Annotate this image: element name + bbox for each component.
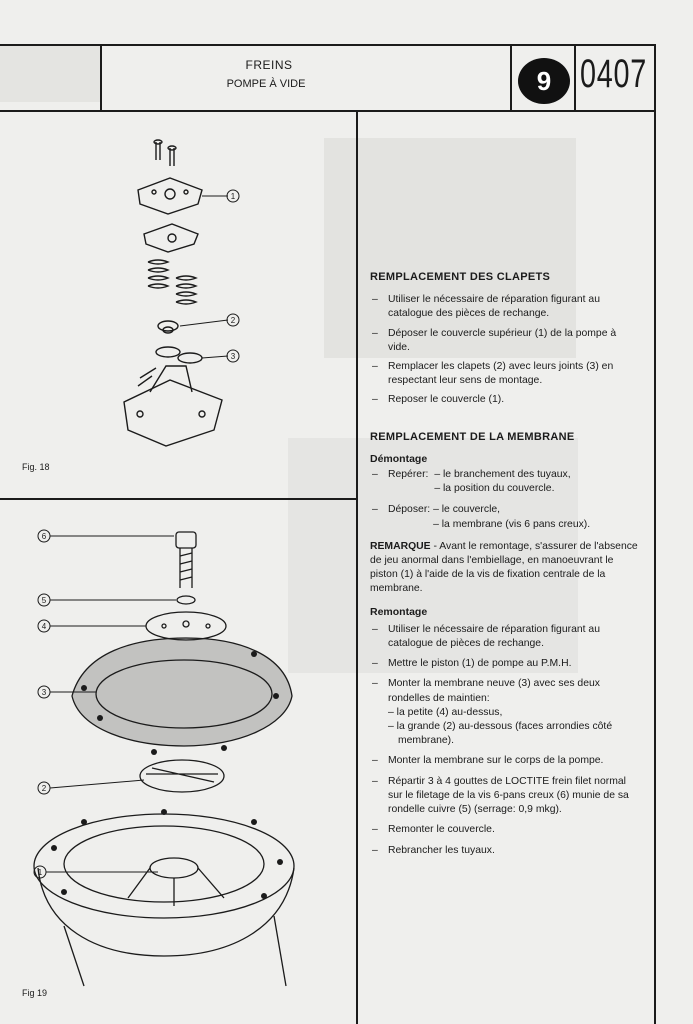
clapets-item: – Déposer le couvercle supérieur (1) de la pompe à vide. <box>372 327 617 353</box>
deposer-block: – Déposer: – le couvercle, – la membrane (vis 6 pans creux). <box>370 503 638 531</box>
fig19-callout-3: 3 <box>41 688 47 697</box>
remontage-item: – Monter la membrane neuve (3) avec ses deux rondelles de maintien: <box>372 678 600 704</box>
fig19-callout-2: 2 <box>41 784 47 793</box>
rondelle-item: – la grande (2) au-dessous (faces arrondies côté membrane). <box>388 721 613 747</box>
remontage-item: – Remonter le couvercle. <box>372 824 495 836</box>
reperer-label: Repérer: <box>388 469 429 481</box>
fig18-callout-2: 2 <box>230 316 236 325</box>
clapets-heading: REMPLACEMENT DES CLAPETS <box>370 271 551 283</box>
page-code: 0407 <box>580 52 647 96</box>
figure-18-drawing <box>110 130 260 450</box>
reperer-line: – la position du couvercle. <box>434 483 555 495</box>
remontage-item: – Utiliser le nécessaire de réparation figurant au catalogue de pièces de rechange. <box>372 623 600 650</box>
fig19-callout-4: 4 <box>41 622 47 631</box>
chapter-badge: 9 <box>518 58 570 104</box>
reperer-line: – le branchement des tuyaux, <box>434 469 571 481</box>
fig18-callout-1: 1 <box>230 192 236 201</box>
remontage-item: – Rebrancher les tuyaux. <box>372 844 495 856</box>
fig18-callout-3: 3 <box>230 352 236 361</box>
remarque-note <box>370 540 638 597</box>
membrane-heading: REMPLACEMENT DE LA MEMBRANE <box>370 430 575 443</box>
clapets-item: – Reposer le couvercle (1). <box>372 394 505 406</box>
demontage-title: Démontage <box>370 452 428 465</box>
instructions-column <box>370 270 638 858</box>
clapets-item: – Remplacer les clapets (2) avec leurs joints (3) en respectant leur sens de montage. <box>372 361 614 387</box>
section-title: FREINS <box>245 58 293 72</box>
remontage-item: – Répartir 3 à 4 gouttes de LOCTITE frein filet normal sur le filetage de la vis 6-pans creux (6) munie de sa rondelle cuivre (5) (serrage: 0,9 mkg). <box>372 775 629 816</box>
fig19-callout-6: 6 <box>41 532 47 541</box>
remarque-label: REMARQUE <box>370 540 431 552</box>
section-subtitle: POMPE À VIDE <box>226 78 306 90</box>
deposer-line: – la membrane (vis 6 pans creux). <box>433 518 591 530</box>
remarque-text: - Avant le remontage, s'assurer de l'absence de jeu anormal dans l'embiellage, en manoeuvrant le piston (1) à l'aide de la vis de fixation centrale de la membrane. <box>370 540 638 595</box>
ghost-logo-box <box>0 44 100 102</box>
clapets-item: – Utiliser le nécessaire de réparation figurant au catalogue des pièces de rechange. <box>372 294 600 320</box>
remontage-item: – Mettre le piston (1) de pompe au P.M.H. <box>372 658 572 670</box>
fig-19-label: Fig 19 <box>22 988 48 998</box>
deposer-label: Déposer: <box>388 504 431 516</box>
remontage-item: – Monter la membrane sur le corps de la pompe. <box>372 755 604 767</box>
rondelles-list <box>370 706 638 749</box>
rondelle-item: – la petite (4) au-dessus, <box>388 706 503 718</box>
fig19-callout-5: 5 <box>41 596 47 605</box>
deposer-line: – le couvercle, <box>433 504 501 516</box>
figure-19-drawing <box>24 526 300 996</box>
reperer-block: – Repérer: – le branchement des tuyaux, – la position du couvercle. <box>370 468 638 496</box>
fig19-callout-1: 1 <box>37 868 43 877</box>
remontage-title: Remontage <box>370 605 428 618</box>
fig-18-label: Fig. 18 <box>22 462 50 472</box>
